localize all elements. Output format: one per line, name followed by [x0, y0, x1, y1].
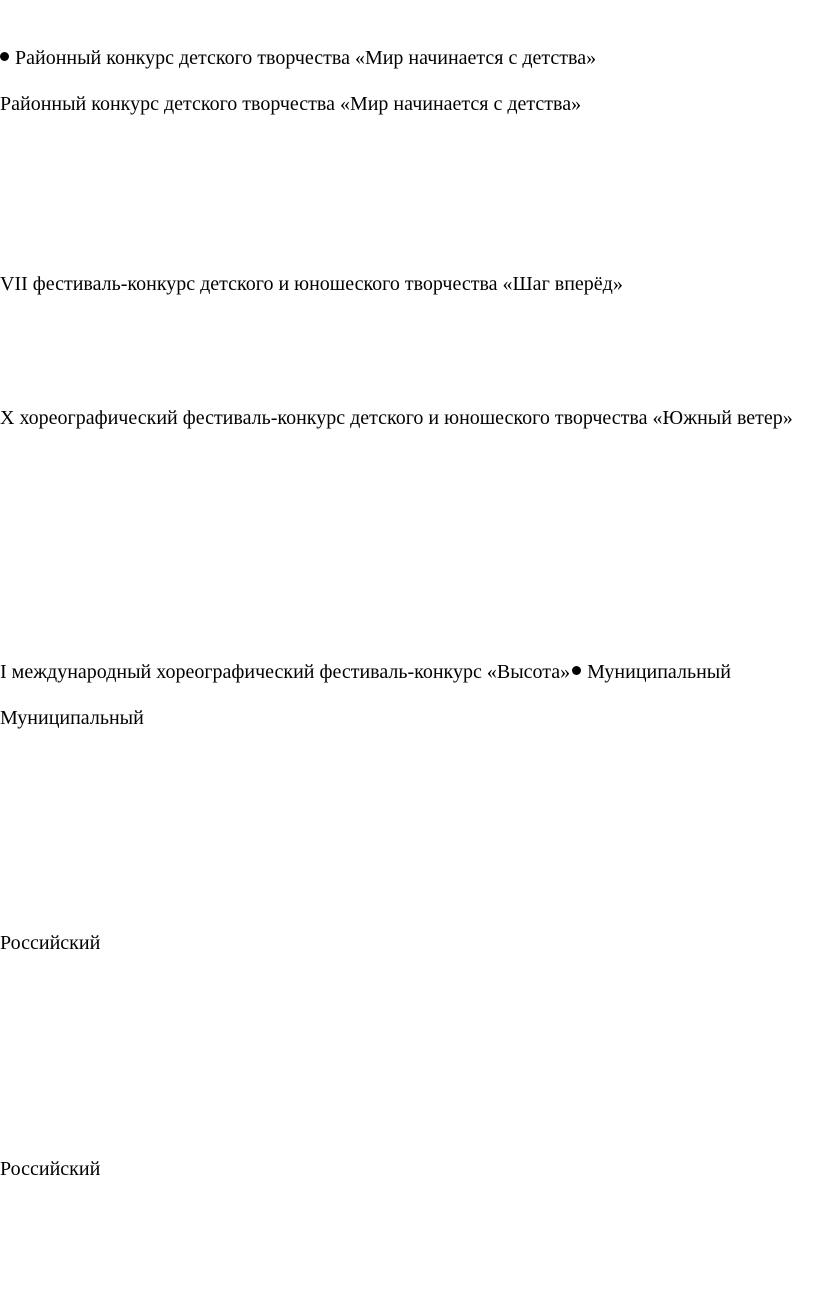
level-label-3: Российский — [0, 1158, 101, 1180]
level-label-1: Муниципальный — [0, 707, 144, 729]
contest-title-1: Районный конкурс детского творчества «Мир начинается с детства» — [0, 93, 582, 115]
contest-title-4: I международный хореографический фестиваль-конкурс «Высота» — [0, 661, 571, 683]
bulleted-line-2 — [0, 658, 731, 686]
contest-title-bullet: Районный конкурс детского творчества «Мир начинается с детства» — [15, 47, 597, 69]
contest-title-2: VII фестиваль-конкурс детского и юношеского творчества «Шаг вперёд» — [0, 273, 623, 295]
bulleted-line-1 — [0, 44, 596, 72]
bullet-icon — [0, 52, 9, 61]
level-label-2: Российский — [0, 932, 101, 954]
contest-title-3: Х хореографический фестиваль-конкурс детского и юношеского творчества «Южный ветер» — [0, 407, 793, 429]
level-label-bullet: Муниципальный — [587, 661, 731, 683]
bullet-icon — [572, 666, 581, 675]
